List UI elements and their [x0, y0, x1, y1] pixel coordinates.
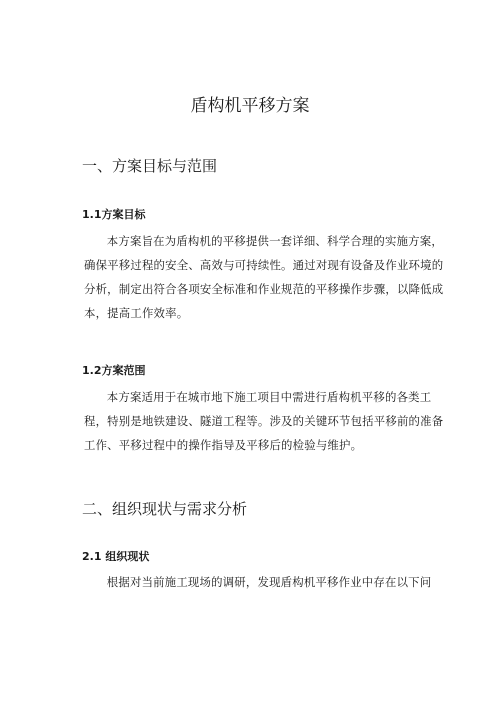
section-heading-goals-scope: 一、方案目标与范围 [82, 157, 218, 175]
paragraph-status: 根据对当前施工现场的调研，发现盾构机平移作业中存在以下问 [106, 575, 432, 589]
subsection-heading-scope: 1.2方案范围 [82, 364, 146, 377]
document-title: 盾构机平移方案 [190, 96, 310, 116]
section-heading-status-analysis: 二、组织现状与需求分析 [82, 500, 248, 518]
subsection-heading-goals: 1.1方案目标 [82, 208, 146, 221]
paragraph-scope: 本方案适用于在城市地下施工项目中需进行盾构机平移的各类工程，特别是地铁建设、隧道工程等。涉及的关键环节包括平移前的准备工作、平移过程中的操作指导及平移后的检验与维护。 [84, 390, 444, 452]
paragraph-goals: 本方案旨在为盾构机的平移提供一套详细、科学合理的实施方案，确保平移过程的安全、高效与可持续性。通过对现有设备及作业环境的分析，制定出符合各项安全标准和作业规范的平移操作步骤，以降低成本，提高工作效率。 [84, 234, 444, 320]
subsection-heading-status: 2.1 组织现状 [82, 550, 150, 563]
